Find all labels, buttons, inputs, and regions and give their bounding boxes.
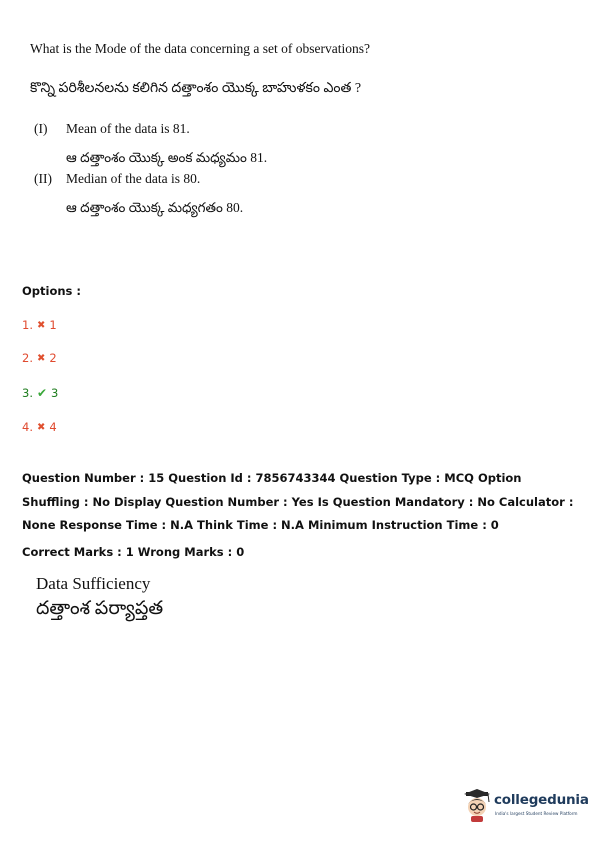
- option-number: 2.: [22, 351, 33, 365]
- collegedunia-logo: [462, 787, 588, 827]
- cross-icon: ✖: [36, 319, 46, 331]
- option-value: 4: [49, 420, 57, 434]
- statement-1-telugu: ఆ దత్తాంశం యొక్క అంక మధ్యమం 81.: [66, 150, 268, 165]
- student-mascot-icon: [462, 789, 492, 823]
- option-4: [22, 420, 57, 434]
- options-label: Options :: [22, 284, 81, 298]
- option-value: 2: [49, 351, 57, 365]
- option-number: 3.: [22, 386, 33, 400]
- statement-1-number: (I): [34, 121, 48, 136]
- option-2: [22, 351, 57, 365]
- option-number: 1.: [22, 318, 33, 332]
- section-title-english: Data Sufficiency: [36, 574, 151, 593]
- question-text-english: What is the Mode of the data concerning a set of observations?: [30, 41, 371, 56]
- logo-wordmark: collegedunia: [494, 792, 589, 808]
- option-number: 4.: [22, 420, 33, 434]
- statement-2-number: (II): [34, 171, 52, 186]
- statement-2-telugu: ఆ దత్తాంశం యొక్క మధ్యగతం 80.: [66, 200, 244, 215]
- option-3: [22, 386, 58, 400]
- check-icon: ✔: [36, 386, 48, 400]
- section-title-telugu: దత్తాంశ పర్యాప్తత: [36, 598, 164, 619]
- option-1: [22, 318, 57, 332]
- question-details: Question Number : 15 Question Id : 7856743344 Question Type : MCQ Option Shuffling : No Display Question Number : Yes Is Question Mandatory : No Calculator : None Response Time : N.A Think Time : N.A Minimum Instruction Time : 0: [22, 471, 574, 532]
- statement-2-english: Median of the data is 80.: [66, 171, 201, 186]
- option-value: 1: [49, 318, 57, 332]
- statement-1-english: Mean of the data is 81.: [66, 121, 190, 136]
- marks-info: Correct Marks : 1 Wrong Marks : 0: [22, 545, 245, 559]
- cross-icon: ✖: [36, 421, 46, 433]
- logo-tagline: India's largest Student Review Platform: [495, 811, 578, 816]
- option-value: 3: [51, 386, 59, 400]
- cross-icon: ✖: [36, 352, 46, 364]
- question-text-telugu: కొన్ని పరిశీలనలను కలిగిన దత్తాంశం యొక్క బాహుళకం ఎంత ?: [30, 81, 362, 96]
